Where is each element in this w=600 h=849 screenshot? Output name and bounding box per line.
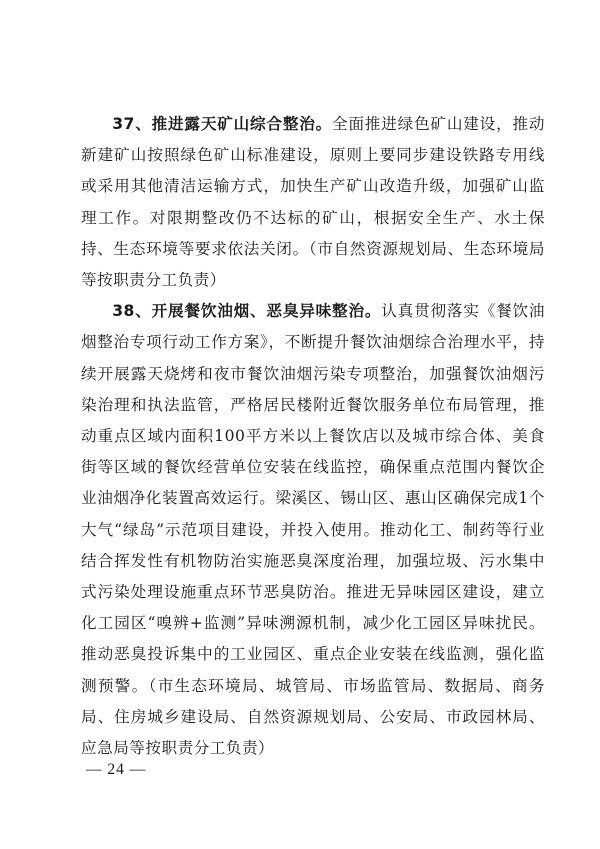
item-38-heading: 38、开展餐饮油烟、恶臭异味整治。: [112, 302, 382, 321]
item-38-body: 认真贯彻落实《餐饮油烟整治专项行动工作方案》，不断提升餐饮油烟综合治理水平，持续开展露天烧烤和夜市餐饮油烟污染专项整治，加强餐饮油烟污染治理和执法监管，严格居民楼附近餐饮服务单位布局管理，推动重点区域内面积100平方米以上餐饮店以及城市综合体、美食街等区域的餐饮经营单位安装在线监控，确保重点范围内餐饮企业油烟净化装置高效运行。梁溪区、锡山区、惠山区确保完成1个大气“绿岛”示范项目建设，并投入使用。推动化工、制药等行业结合挥发性有机物防治实施恶臭深度治理，加强垃圾、污水集中式污染处理设施重点环节恶臭防治。推进无异味园区建设，建立化工园区“嗅辨+监测”异味溯源机制，减少化工园区异味扰民。推动恶臭投诉集中的工业园区、重点企业安装在线监测，强化监测预警。（市生态环境局、城管局、市场监管局、数据局、商务局、住房城乡建设局、自然资源规划局、公安局、市政园林局、应急局等按职责分工负责）: [81, 302, 545, 758]
page-number: — 24 —: [86, 761, 147, 778]
document-body: [81, 109, 545, 764]
item-38-paragraph: [81, 296, 545, 764]
item-37-paragraph: [81, 109, 545, 296]
item-37-heading: 37、推进露天矿山综合整治。: [112, 115, 333, 133]
item-37-body: 全面推进绿色矿山建设，推动新建矿山按照绿色矿山标准建设，原则上要同步建设铁路专用线或采用其他清洁运输方式，加快生产矿山改造升级，加强矿山监理工作。对限期整改仍不达标的矿山，根据安全生产、水土保持、生态环境等要求依法关闭。（市自然资源规划局、生态环境局等按职责分工负责）: [81, 115, 545, 290]
